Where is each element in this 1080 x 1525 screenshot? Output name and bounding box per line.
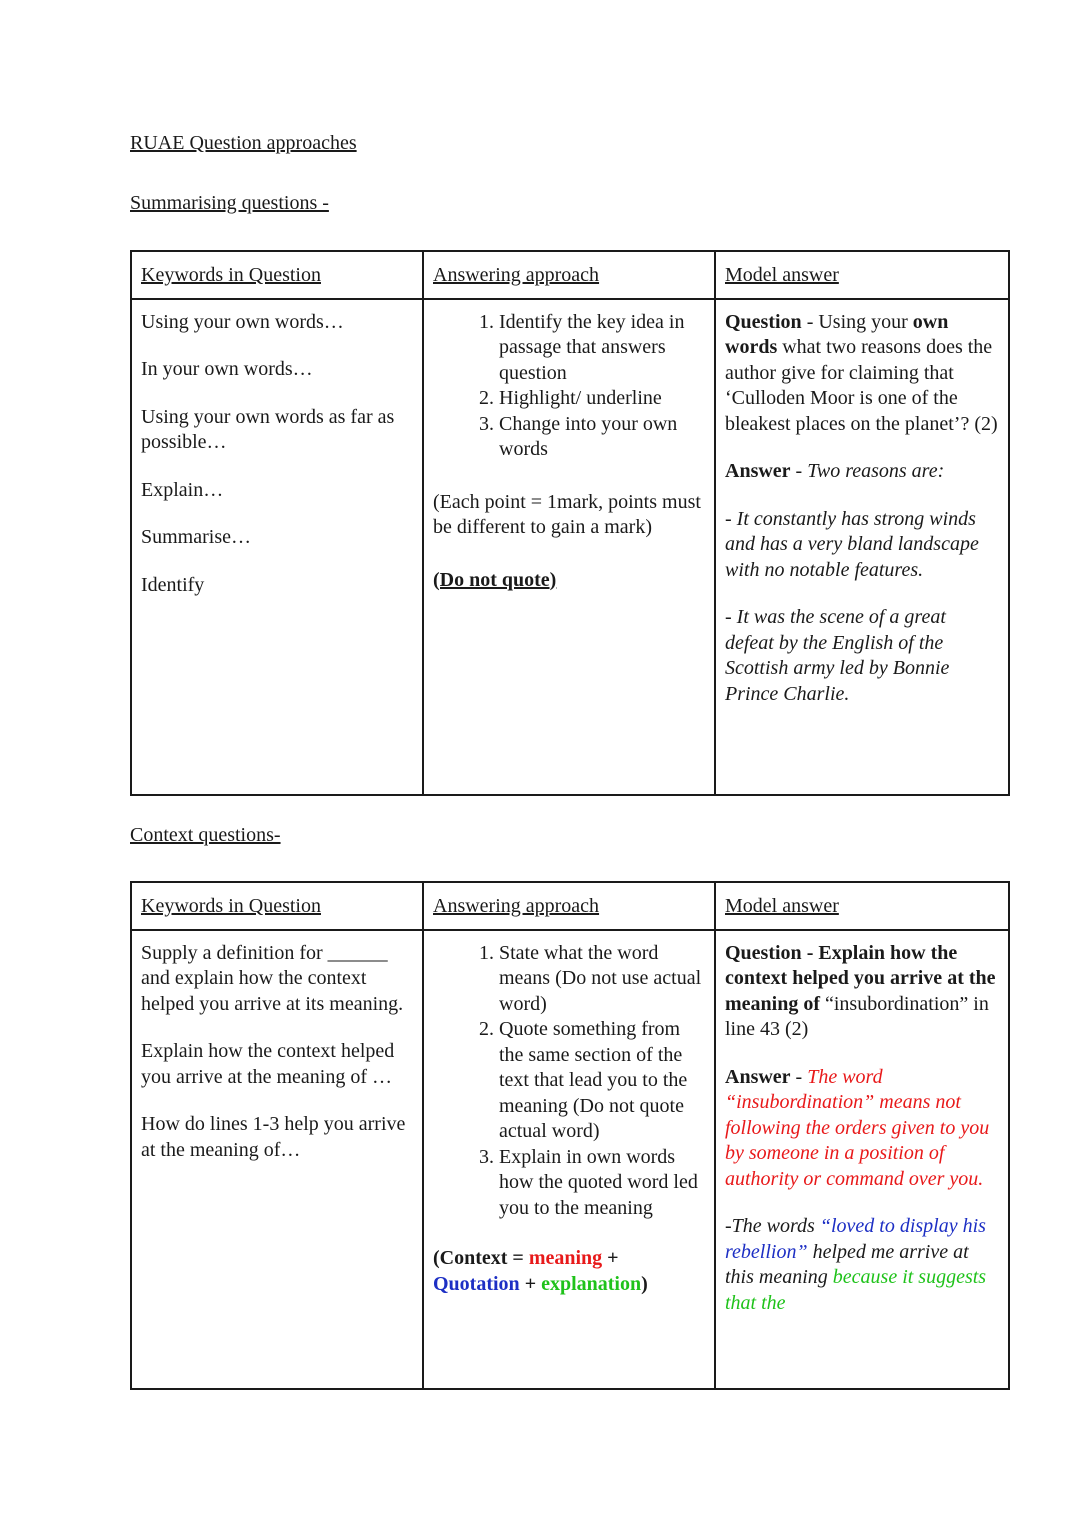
keywords-cell <box>131 299 423 795</box>
answer-point: - It was the scene of a great defeat by the English of the Scottish army led by Bonnie Prince Charlie. <box>725 606 950 705</box>
keyword-item: Summarise… <box>141 526 251 548</box>
keyword-item: Identify <box>141 573 205 596</box>
model-answer-cell <box>715 299 1009 795</box>
header-model: Model answer <box>715 882 1009 930</box>
context-table <box>130 881 1010 1390</box>
table-header-row <box>131 251 1009 299</box>
formula-note: (Context = meaning + Quotation + explanation) <box>433 1247 648 1295</box>
table-row <box>131 299 1009 795</box>
summarising-table <box>130 250 1010 796</box>
header-keywords: Keywords in Question <box>131 882 423 930</box>
table-header-row <box>131 882 1009 930</box>
keyword-item: In your own words… <box>141 358 313 380</box>
summarising-section-title: Summarising questions - <box>130 192 329 214</box>
keyword-item: Using your own words… <box>141 310 344 333</box>
document-title: RUAE Question approaches <box>130 132 357 154</box>
steps-list <box>433 310 705 463</box>
keyword-item: Using your own words as far as possible… <box>141 405 395 453</box>
keywords-cell <box>131 930 423 1389</box>
model-answer-cell <box>715 930 1009 1389</box>
model-question: Question - Explain how the context helped you arrive at the meaning of “insubordination” in line 43 (2) <box>725 941 996 1040</box>
approach-cell <box>423 930 715 1389</box>
model-answer-intro: Answer - Two reasons are: <box>725 460 945 482</box>
table-row <box>131 930 1009 1389</box>
list-item: 2. Highlight/ underline <box>499 386 705 412</box>
model-answer-continuation: -The words “loved to display his rebellion” helped me arrive at this meaning because it suggests that the <box>725 1215 987 1314</box>
keyword-item: Explain… <box>141 478 224 501</box>
mark-note: (Each point = 1mark, points must be different to gain a mark) <box>433 490 701 538</box>
keyword-item: Supply a definition for ______ and explain how the context helped you arrive at its meaning. <box>141 941 404 1015</box>
list-item: 3. Explain in own words how the quoted word led you to the meaning <box>499 1145 705 1222</box>
model-question: Question - Using your own words what two reasons does the author give for claiming that ‘Culloden Moor is one of the bleakest places on the planet’? (2) <box>725 310 998 435</box>
list-item: 2. Quote something from the same section of the text that lead you to the meaning (Do not quote actual word) <box>499 1017 705 1145</box>
list-item: 1. Identify the key idea in passage that answers question <box>499 310 705 387</box>
do-not-quote-note: (Do not quote) <box>433 568 557 591</box>
answer-point: - It constantly has strong winds and has a very bland landscape with no notable features. <box>725 507 979 581</box>
keyword-item: How do lines 1-3 help you arrive at the meaning of… <box>141 1113 406 1161</box>
header-approach: Answering approach <box>423 251 715 299</box>
context-section-title: Context questions- <box>130 824 281 846</box>
header-approach: Answering approach <box>423 882 715 930</box>
list-item: 3. Change into your own words <box>499 412 705 463</box>
keyword-item: Explain how the context helped you arrive at the meaning of … <box>141 1040 395 1088</box>
approach-cell <box>423 299 715 795</box>
list-item: 1. State what the word means (Do not use actual word) <box>499 941 705 1018</box>
steps-list <box>433 941 705 1222</box>
header-keywords: Keywords in Question <box>131 251 423 299</box>
header-model: Model answer <box>715 251 1009 299</box>
model-answer: Answer - The word “insubordination” means not following the orders given to you by someone in a position of authority or command over you. <box>725 1065 990 1190</box>
